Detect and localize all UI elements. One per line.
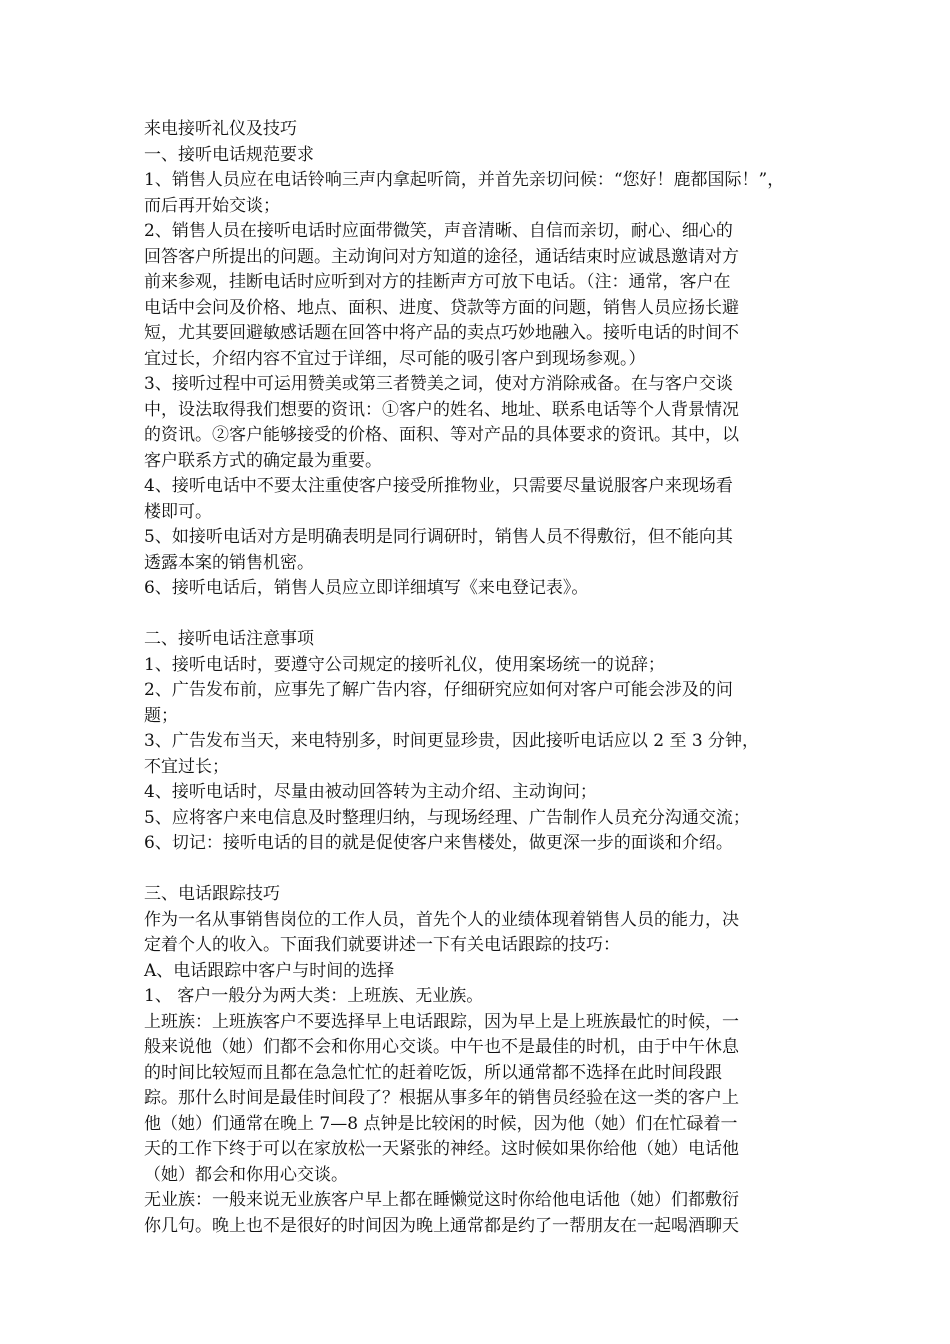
text-line: 楼即可。	[144, 501, 212, 522]
text-line: 中，设法取得我们想要的资讯：①客户的姓名、地址、联系电话等个人背景情况	[144, 399, 739, 420]
section-heading-2: 二、接听电话注意事项	[144, 629, 314, 649]
text-line: 透露本案的销售机密。	[144, 552, 314, 573]
text-line: 4、接听电话中不要太注重使客户接受所推物业，只需要尽量说服客户来现场看	[144, 476, 733, 496]
text-line: 6、接听电话后，销售人员应立即详细填写《来电登记表》。	[144, 578, 589, 598]
text-line: 2、广告发布前，应事先了解广告内容，仔细研究应如何对客户可能会涉及的问	[144, 680, 733, 700]
text-line: A、电话跟踪中客户与时间的选择	[144, 960, 395, 981]
text-line: 题；	[144, 705, 178, 726]
text-line: 5、应将客户来电信息及时整理归纳，与现场经理、广告制作人员充分沟通交流；	[144, 807, 750, 828]
text-line: 不宜过长；	[144, 756, 229, 777]
text-line: 4、接听电话时，尽量由被动回答转为主动介绍、主动询问；	[144, 782, 597, 802]
text-line: 上班族：上班族客户不要选择早上电话跟踪，因为早上是上班族最忙的时候，一	[144, 1011, 739, 1032]
text-line: 短，尤其要回避敏感话题在回答中将产品的卖点巧妙地融入。接听电话的时间不	[144, 323, 739, 343]
text-line: 1、接听电话时，要遵守公司规定的接听礼仪，使用案场统一的说辞；	[144, 654, 665, 675]
section-heading-3: 三、电话跟踪技巧	[144, 884, 280, 904]
text-line: 3、广告发布当天，来电特别多，时间更显珍贵，因此接听电话应以 2 至 3 分钟，	[144, 731, 760, 751]
text-line: 定着个人的收入。下面我们就要讲述一下有关电话跟踪的技巧：	[144, 935, 620, 955]
text-line: 天的工作下终于可以在家放松一天紧张的神经。这时候如果你给他（她）电话他	[144, 1139, 739, 1159]
text-line: 般来说他（她）们都不会和你用心交谈。中午也不是最佳的时机，由于中午休息	[144, 1037, 739, 1057]
text-line: 1、 客户一般分为两大类：上班族、无业族。	[144, 986, 484, 1006]
text-line: （她）都会和你用心交谈。	[144, 1164, 348, 1185]
text-line: 他（她）们通常在晚上 7—8 点钟是比较闲的时候，因为他（她）们在忙碌着一	[144, 1113, 738, 1134]
document-page	[144, 117, 808, 1239]
text-line: 你几句。晚上也不是很好的时间因为晚上通常都是约了一帮朋友在一起喝酒聊天	[144, 1215, 739, 1236]
text-line: 踪。那什么时间是最佳时间段了？根据从事多年的销售员经验在这一类的客户上	[144, 1088, 739, 1108]
text-line: 5、如接听电话对方是明确表明是同行调研时，销售人员不得敷衍，但不能向其	[144, 527, 733, 547]
text-line: 宜过长，介绍内容不宜过于详细，尽可能的吸引客户到现场参观。）	[144, 348, 646, 369]
blank-line	[144, 857, 808, 883]
document-title: 来电接听礼仪及技巧	[144, 119, 297, 139]
text-line: 1、销售人员应在电话铃响三声内拿起听筒，并首先亲切问候：“您好！鹿都国际！”，	[144, 170, 785, 190]
text-line: 回答客户所提出的问题。主动询问对方知道的途径，通话结束时应诚恳邀请对方	[144, 246, 739, 267]
text-line: 作为一名从事销售岗位的工作人员，首先个人的业绩体现着销售人员的能力，决	[144, 909, 739, 930]
text-line: 而后再开始交谈；	[144, 195, 280, 216]
text-line: 客户联系方式的确定最为重要。	[144, 450, 382, 471]
text-line: 的时间比较短而且都在急急忙忙的赶着吃饭，所以通常都不选择在此时间段跟	[144, 1062, 722, 1083]
text-line: 无业族：一般来说无业族客户早上都在睡懒觉这时你给他电话他（她）们都敷衍	[144, 1190, 739, 1210]
text-line: 2、销售人员在接听电话时应面带微笑，声音清晰、自信而亲切，耐心、细心的	[144, 221, 733, 241]
text-line: 前来参观，挂断电话时应听到对方的挂断声方可放下电话。（注：通常，客户在	[144, 272, 731, 292]
text-line: 3、接听过程中可运用赞美或第三者赞美之词，使对方消除戒备。在与客户交谈	[144, 374, 733, 394]
section-heading-1: 一、接听电话规范要求	[144, 144, 314, 165]
text-line: 6、切记：接听电话的目的就是促使客户来售楼处，做更深一步的面谈和介绍。	[144, 833, 733, 853]
blank-line	[144, 602, 808, 628]
text-line: 的资讯。②客户能够接受的价格、面积、等对产品的具体要求的资讯。其中，以	[144, 425, 739, 445]
text-line: 电话中会问及价格、地点、面积、进度、贷款等方面的问题，销售人员应扬长避	[144, 297, 739, 318]
